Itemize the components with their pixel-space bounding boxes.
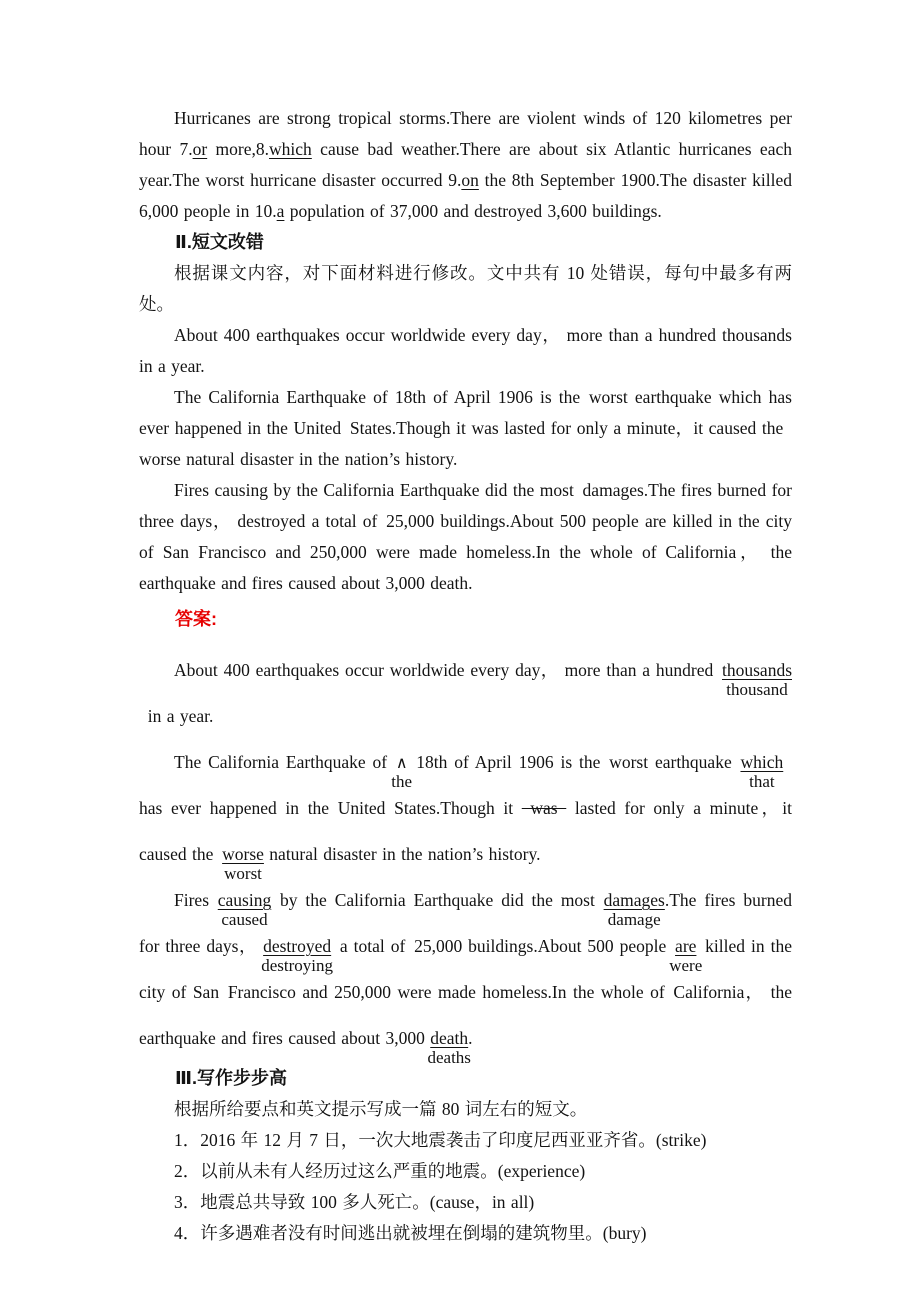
wrong-word: causing: [217, 890, 272, 910]
underlined-answer: on: [461, 170, 479, 190]
wrong-word: which: [740, 752, 784, 772]
text-run: Fires causing by the California Earthquake did the most damages.The fires burned for three days， destroyed a total of 25,000 buildings.About 500 people are killed in the city of San Francisco and 250,000 were made homeless.In the whole of California， the earthquake and fires caused about 3,000 death.: [139, 480, 792, 593]
wrong-word: thousands: [722, 660, 792, 680]
text-run: 2．以前从未有人经历过这么严重的地震。(experience): [174, 1161, 586, 1181]
corrected-word: caused: [221, 910, 268, 929]
corrected-word: damage: [607, 910, 661, 929]
answer-paragraph: [139, 647, 792, 739]
text-run: .: [468, 1028, 473, 1048]
correction-mark: [222, 844, 264, 883]
wrong-word: death: [430, 1028, 469, 1048]
text-run: The California Earthquake of: [174, 752, 396, 772]
paragraph: [139, 1125, 792, 1156]
text-run: The California Earthquake of 18th of April 1906 is the worst earthquake which has ever happened in the United States.Though it was lasted for only a minute，it caused the worse natural disaster in the nation’s history.: [139, 387, 792, 469]
corrected-word: were: [669, 956, 703, 975]
corrected-word: thousand: [726, 680, 788, 699]
correction-mark: [427, 1028, 471, 1067]
paragraph: [139, 1218, 792, 1249]
correction-mark: [217, 890, 272, 929]
wrong-word: damages: [603, 890, 665, 910]
text-run: in a year.: [139, 706, 214, 726]
text-run: 根据所给要点和英文提示写成一篇 80 词左右的短文。: [174, 1099, 588, 1119]
paragraph: [139, 475, 792, 599]
underlined-answer: or: [192, 139, 208, 159]
corrected-word: destroying: [261, 956, 334, 975]
text-run: has ever happened in the United States.Though it: [139, 752, 792, 818]
underlined-answer: which: [269, 139, 312, 159]
text-run: Fires: [174, 890, 218, 910]
text-run: 1．2016 年 12 月 7 日，一次大地震袭击了印度尼西亚亚齐省。(strike): [174, 1130, 707, 1150]
text-run: .The fires burned for three days，: [139, 890, 792, 956]
text-run: natural disaster in the nation’s history.: [263, 844, 541, 864]
caret-symbol: ∧: [395, 755, 408, 772]
answer-paragraph: [139, 877, 792, 1067]
section-heading: [139, 1063, 792, 1094]
paragraph: [139, 1187, 792, 1218]
text-run: lasted for only a minute，it caused the: [139, 798, 792, 864]
text-run: by the California Earthquake did the most: [271, 890, 604, 910]
text-run: killed in the city of San Francisco and 250,000 were made homeless.In the whole of California， the earthquake and fires caused about 3,000: [139, 936, 792, 1048]
paragraph: [139, 1094, 792, 1125]
text-run: 18th of April 1906 is the worst earthquake: [407, 752, 741, 772]
struck-word: was: [521, 798, 567, 818]
text-run: cause bad weather.There are about six Atlantic hurricanes each year.The worst hurricane disaster occurred 9.: [139, 139, 792, 190]
insertion-caret-mark: [391, 752, 413, 792]
wrong-word: worse: [222, 844, 264, 864]
text-run: Hurricanes are strong tropical storms.There are violent winds of 120 kilometres per hour 7.: [139, 108, 792, 159]
correction-mark: [669, 936, 703, 975]
corrected-word: worst: [224, 864, 262, 883]
correction-mark: [261, 936, 334, 975]
text-run: Ⅲ.写作步步高: [175, 1068, 288, 1088]
paragraph: [139, 258, 792, 320]
text-run: population of 37,000 and destroyed 3,600 buildings.: [284, 201, 662, 221]
paragraph: [139, 1156, 792, 1187]
text-run: 3．地震总共导致 100 多人死亡。(cause，in all): [174, 1192, 535, 1212]
wrong-word: destroyed: [263, 936, 332, 956]
text-run: a total of 25,000 buildings.About 500 people: [331, 936, 676, 956]
document-body: [139, 103, 792, 1249]
correction-mark: [722, 660, 792, 699]
corrected-word: the: [391, 772, 413, 792]
corrected-word: deaths: [427, 1048, 471, 1067]
underlined-answer: a: [276, 201, 285, 221]
paragraph: [139, 103, 792, 227]
paragraph: [139, 320, 792, 382]
corrected-word: that: [749, 772, 775, 791]
text-run: About 400 earthquakes occur worldwide every day， more than a hundred: [174, 660, 722, 680]
text-run: Ⅱ.短文改错: [175, 232, 264, 252]
paragraph: [139, 382, 792, 475]
correction-mark: [603, 890, 665, 929]
wrong-word: are: [675, 936, 697, 956]
answer-paragraph: [139, 739, 792, 883]
text-run: 根据课文内容，对下面材料进行修改。文中共有 10 处错误，每句中最多有两处。: [139, 263, 792, 314]
text-run: the 8th September 1900.The disaster killed 6,000 people in 10.: [139, 170, 792, 221]
section-heading: [139, 227, 792, 258]
text-run: 答案:: [175, 609, 217, 629]
text-run: About 400 earthquakes occur worldwide every day， more than a hundred thousands in a year.: [139, 325, 792, 376]
answers-label: [139, 604, 792, 635]
correction-mark: [740, 752, 784, 791]
text-run: 4．许多遇难者没有时间逃出就被埋在倒塌的建筑物里。(bury): [174, 1223, 647, 1243]
text-run: more,8.: [207, 139, 270, 159]
